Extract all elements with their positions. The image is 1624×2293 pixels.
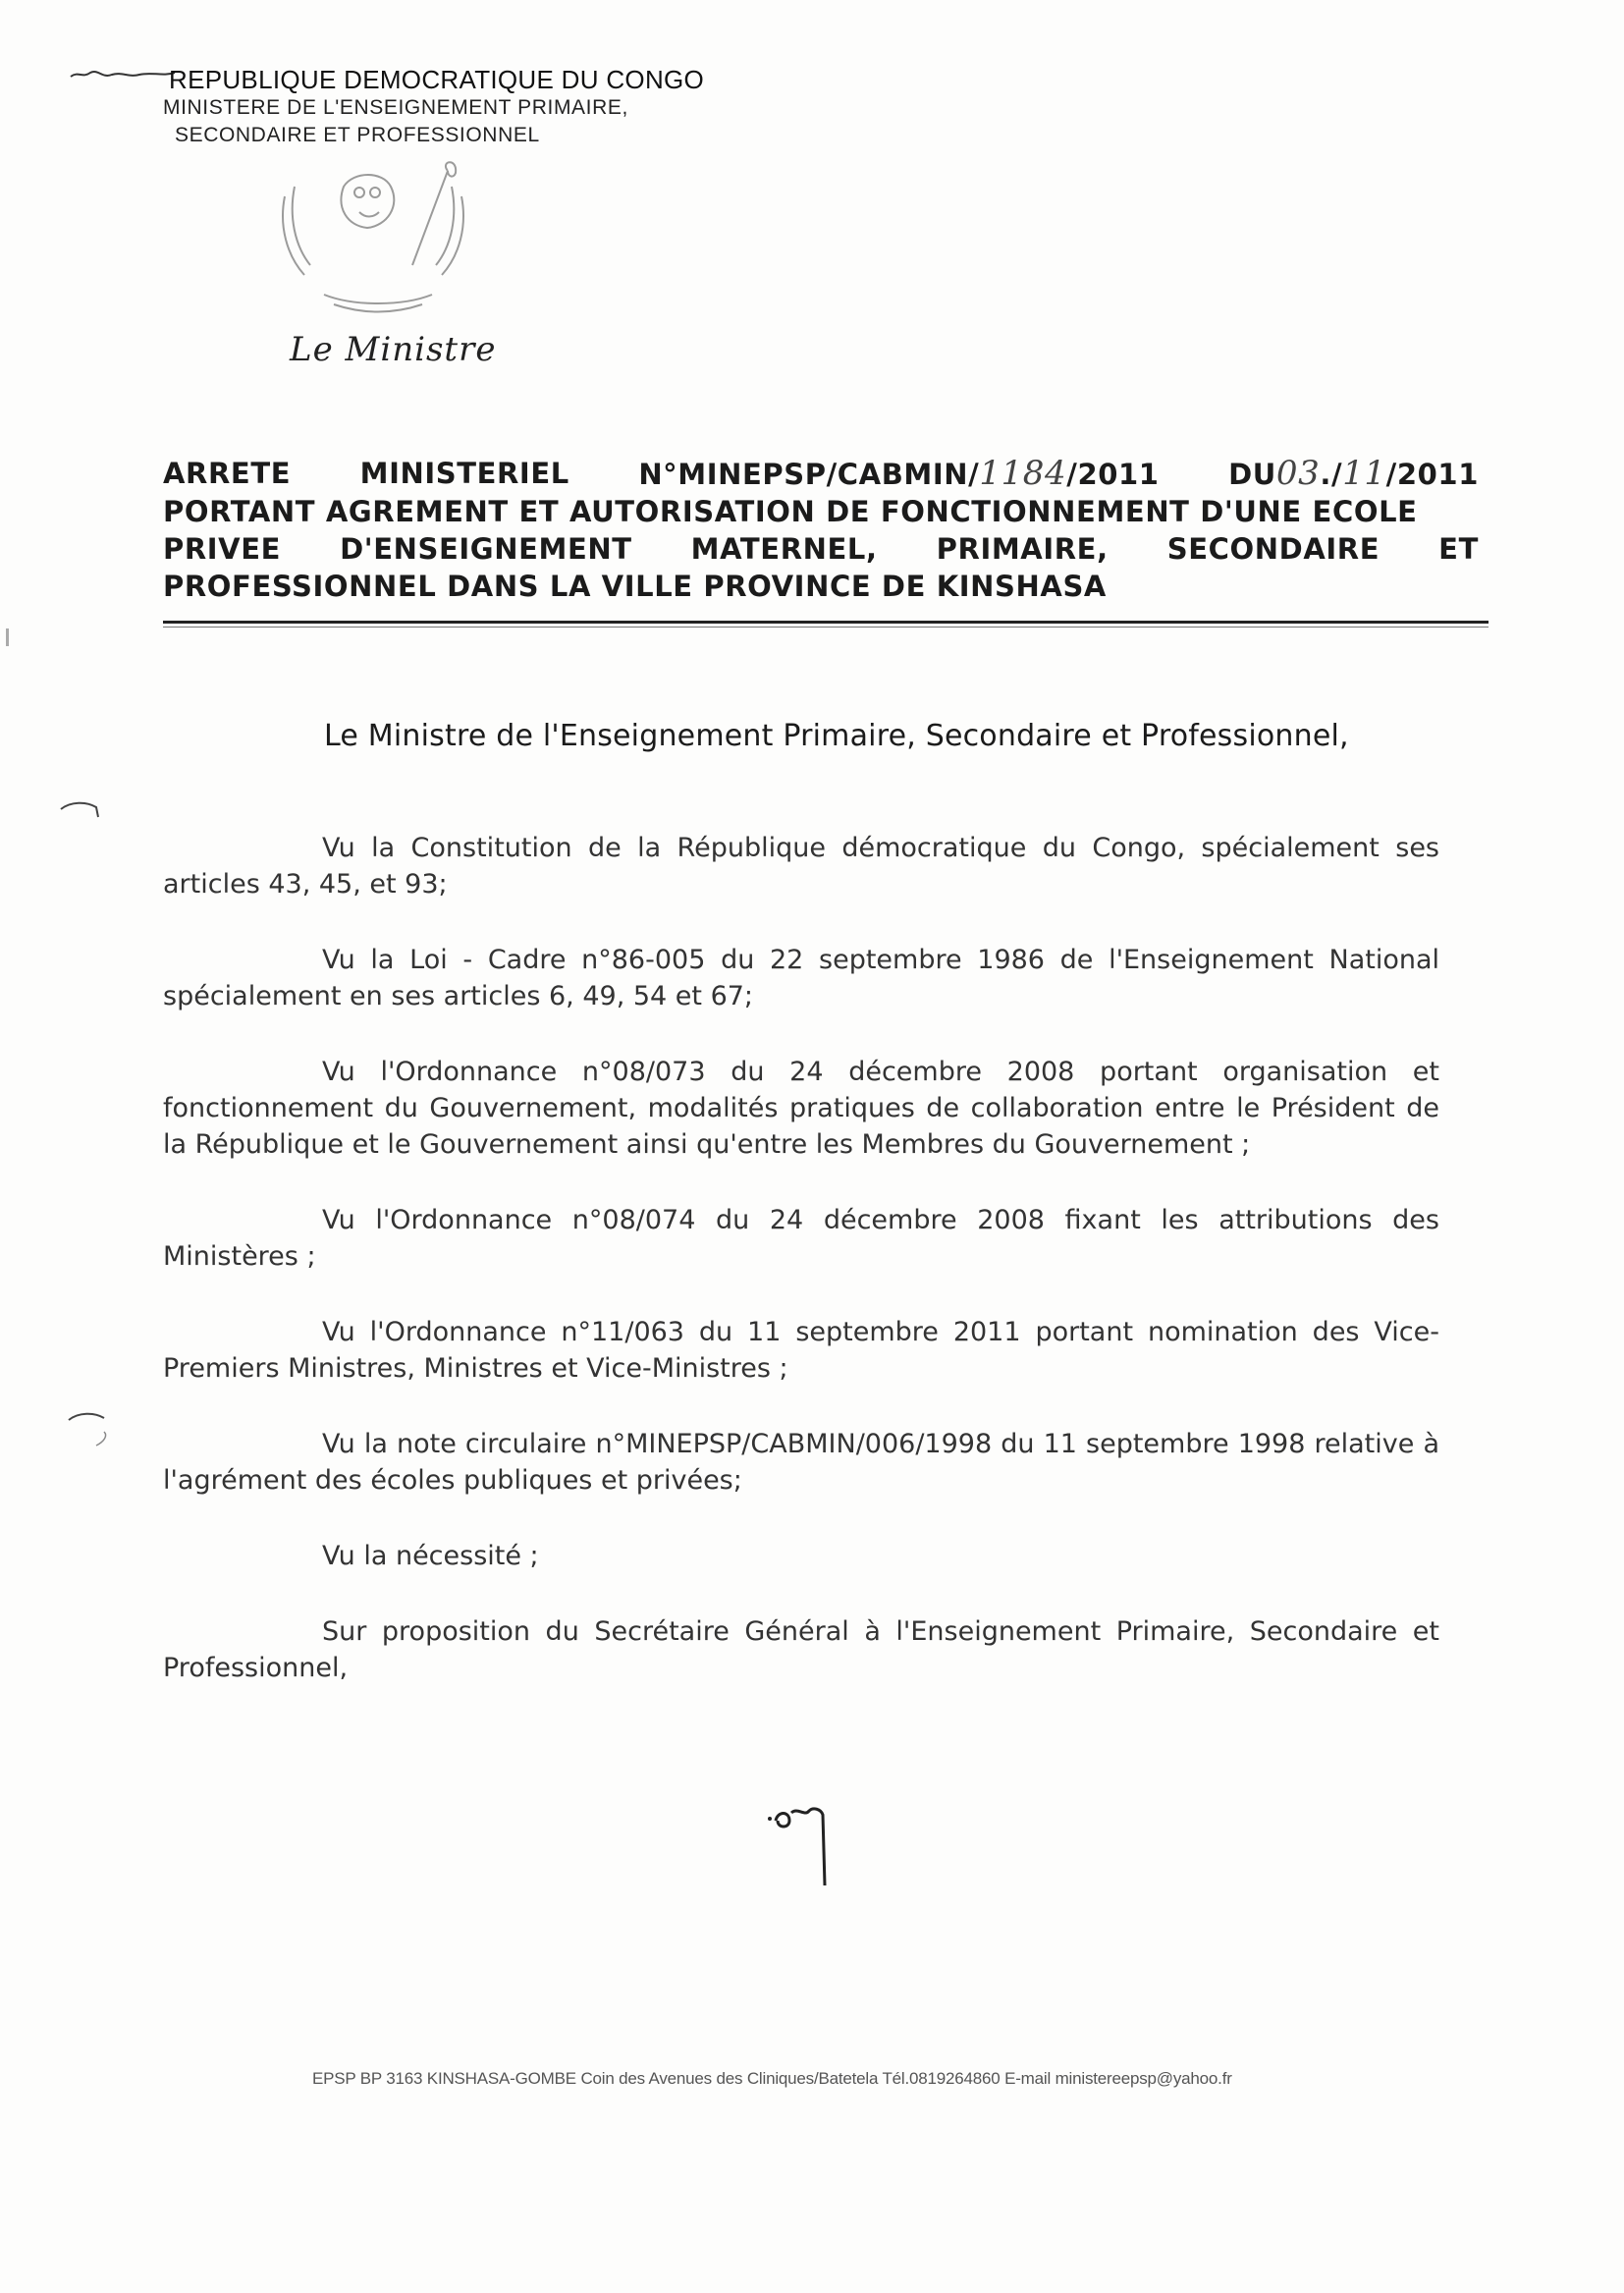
coat-of-arms-emblem-icon: [265, 157, 491, 324]
title-word: PRIVEE: [163, 532, 282, 566]
handwritten-day: 03: [1275, 454, 1321, 493]
paragraph-necessite: Vu la nécessité ;: [322, 1541, 539, 1571]
paragraph-ordonnance-074: Vu l'Ordonnance n°08/074 du 24 décembre 2008 fixant les attributions des Ministères ;: [163, 1205, 1439, 1272]
minister-heading: Le Ministre de l'Enseignement Primaire, Secondaire et Professionnel,: [324, 719, 1349, 753]
decree-title: [163, 455, 1479, 605]
title-word: MATERNEL,: [690, 532, 878, 566]
title-word: D'ENSEIGNEMENT: [340, 532, 632, 566]
title-word: PRIMAIRE,: [936, 532, 1109, 566]
title-line-1: [163, 455, 1479, 493]
letterhead-ministry: MINISTERE DE L'ENSEIGNEMENT PRIMAIRE,: [163, 96, 628, 119]
title-word: MINISTERIEL: [359, 457, 569, 490]
footer-address: EPSP BP 3163 KINSHASA-GOMBE Coin des Avenues des Cliniques/Batetela Tél.0819264860 E-mail ministereepsp@yahoo.fr: [312, 2069, 1232, 2088]
paragraph-constitution: Vu la Constitution de la République démocratique du Congo, spécialement ses articles 43, 45, et 93;: [163, 833, 1439, 900]
title-line-2: PORTANT AGREMENT ET AUTORISATION DE FONCTIONNEMENT D'UNE ECOLE: [163, 495, 1418, 528]
document-body: [163, 830, 1439, 1725]
handwritten-initials: [766, 1803, 844, 1891]
minister-signature: Le Ministre: [290, 330, 497, 369]
title-line-3: [163, 530, 1479, 568]
paragraph-proposition: Sur proposition du Secrétaire Général à l'Enseignement Primaire, Secondaire et Professionnel,: [163, 1616, 1439, 1683]
paragraph-note-circulaire: Vu la note circulaire n°MINEPSP/CABMIN/006/1998 du 11 septembre 1998 relative à l'agrément des écoles publiques et privées;: [163, 1429, 1439, 1496]
decree-number: N°MINEPSP/CABMIN/1184/2011: [638, 454, 1160, 493]
letterhead-country: REPUBLIQUE DEMOCRATIQUE DU CONGO: [169, 65, 705, 94]
letterhead-ministry-cont: SECONDAIRE ET PROFESSIONNEL: [175, 124, 540, 146]
margin-mark: [57, 795, 104, 825]
decree-date: DU03./11/2011: [1228, 454, 1479, 493]
paragraph-ordonnance-073: Vu l'Ordonnance n°08/073 du 24 décembre 2008 portant organisation et fonctionnement du Gouvernement, modalités pratiques de collaboration entre le Président de la République et le Gouvernement ainsi qu'entre les Membres du Gouvernement ;: [163, 1057, 1439, 1160]
handwritten-decree-number: 1184: [979, 454, 1067, 493]
margin-mark: [65, 1406, 114, 1455]
title-word: SECONDAIRE: [1166, 532, 1380, 566]
scan-speck: [6, 628, 9, 646]
paragraph-loi-cadre: Vu la Loi - Cadre n°86-005 du 22 septembre 1986 de l'Enseignement National spécialement en ses articles 6, 49, 54 et 67;: [163, 945, 1439, 1011]
title-word: ARRETE: [163, 457, 292, 490]
handwritten-month: 11: [1342, 454, 1386, 493]
title-underline-thin: [163, 627, 1489, 628]
title-underline: [163, 621, 1489, 624]
title-line-4: PROFESSIONNEL DANS LA VILLE PROVINCE DE KINSHASA: [163, 570, 1107, 603]
title-word: ET: [1438, 532, 1479, 566]
paragraph-ordonnance-063: Vu l'Ordonnance n°11/063 du 11 septembre 2011 portant nomination des Vice-Premiers Ministres, Ministres et Vice-Ministres ;: [163, 1317, 1439, 1384]
letterhead: [137, 65, 825, 149]
